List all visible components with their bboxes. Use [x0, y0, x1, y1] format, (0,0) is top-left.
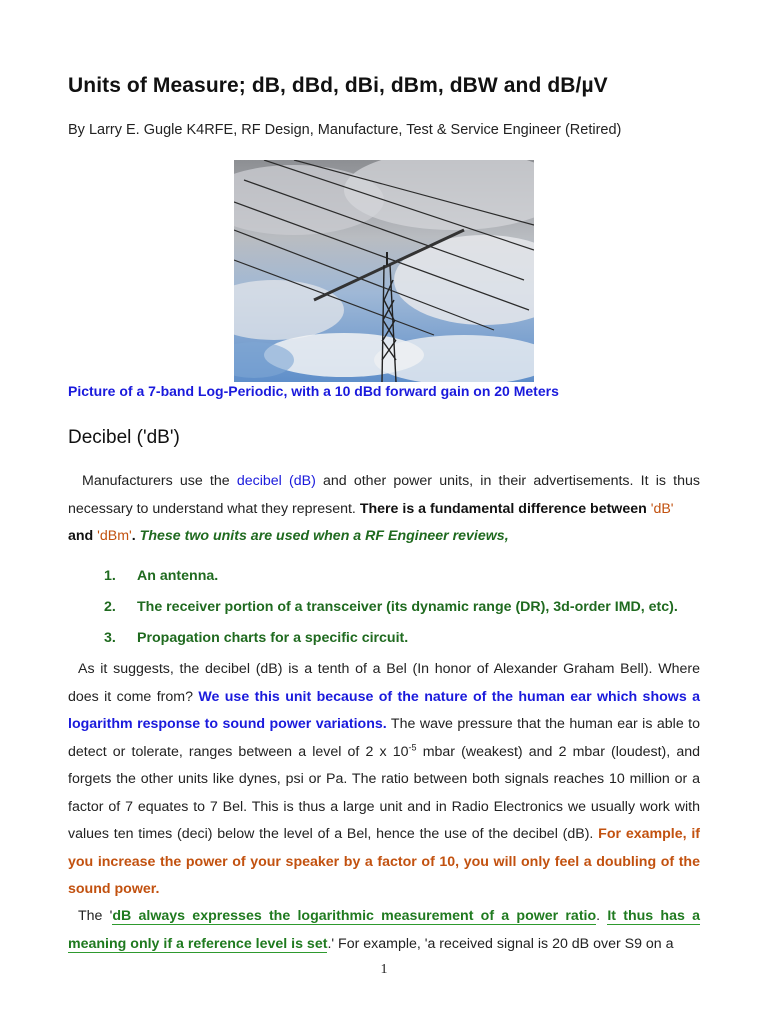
- photo-caption: Picture of a 7-band Log-Periodic, with a 10 dBd forward gain on 20 Meters: [68, 383, 559, 399]
- text-run-bold: There is a fundamental difference between: [359, 500, 651, 517]
- term-dbm: 'dBm': [97, 528, 132, 544]
- term-decibel: decibel (dB): [236, 473, 316, 489]
- text-run-bold: and: [68, 528, 98, 544]
- paragraph-decibel-origin: As it suggests, the decibel (dB) is a tenth of a Bel (In honor of Alexander Graham Bell). Where does it come from? We use this unit because of the nature of the human ear which shows a logarithm response to sound power variations. The wave pressure that the human ear is able to detect or tolerate, ranges between a level of 2 x $10^{-5}$ mbar (weakest) and 2 mbar (loudest), and forgets the other units like dynes, psi or Pa. The ratio between both signals reaches 10 million or a factor of 7 equates to 7 Bel. This is thus a large unit and in Radio Electronics we usually work with values ten times (deci) below the level of a Bel, hence the use of the decibel (dB). For example, if you increase the power of your speaker by a factor of 10, you will only feel a doubling of the sound power.: [68, 661, 701, 897]
- list-item: 2. The receiver portion of a transceiver (its dynamic range (DR), 3d-order IMD, etc).: [104, 599, 678, 615]
- list-item: 3. Propagation charts for a specific circuit.: [104, 630, 409, 646]
- paragraph-db-ratio: The 'dB always expresses the logarithmic measurement of a power ratio. It thus has a meaning only if a reference level is set.' For example, 'a received signal is 20 dB over S9 on a: [68, 908, 700, 952]
- text-run: Manufacturers use the: [82, 473, 237, 489]
- text-run-bold: .: [131, 528, 140, 544]
- antenna-photo: [234, 160, 534, 382]
- term-db: 'dB': [650, 500, 674, 517]
- text-run-emphasis: These two units are used when a RF Engineer reviews,: [139, 528, 509, 544]
- page-title: Units of Measure; dB, dBd, dBi, dBm, dBW and dB/µV: [68, 74, 608, 97]
- paragraph-intro: [68, 468, 700, 551]
- review-list: [104, 566, 678, 659]
- text-run-underlined: It thus has a meaning only if a reference level is set: [68, 908, 700, 952]
- text-run-underlined: dB always expresses the logarithmic measurement of a power ratio: [112, 908, 597, 924]
- text-run: and other power units, in their advertisements. It is thus necessary to understand what they represent.: [68, 473, 700, 517]
- text-run-example: For example, if you increase the power of your speaker by a factor of 10, you will only feel a doubling of the sound power.: [68, 826, 700, 897]
- author-byline: By Larry E. Gugle K4RFE, RF Design, Manufacture, Test & Service Engineer (Retired): [68, 122, 622, 138]
- list-item: 1. An antenna.: [104, 568, 219, 584]
- text-run-highlight: We use this unit because of the nature of the human ear which shows a logarithm response to sound power variations.: [68, 688, 700, 732]
- page-number: 1: [380, 962, 388, 977]
- section-heading: Decibel ('dB'): [68, 427, 180, 448]
